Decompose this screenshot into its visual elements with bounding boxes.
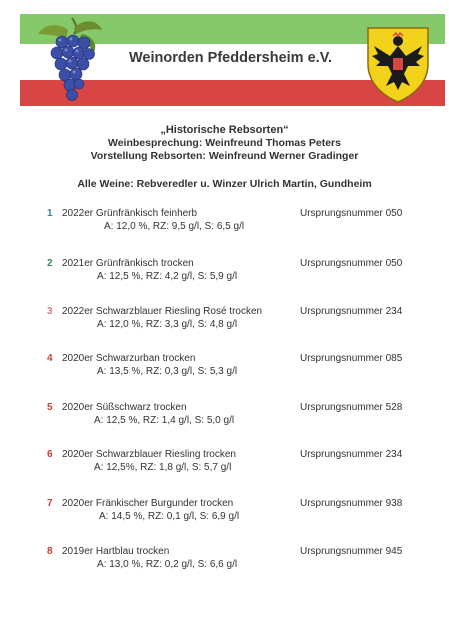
subtitle-winemaker: Alle Weine: Rebveredler u. Winzer Ulrich Martin, Gundheim [77,178,372,190]
wine-name: 2021er Grünfränkisch trocken [62,258,194,269]
list-item [0,546,449,586]
grape-cluster-icon [32,14,106,106]
origin-number: Ursprungsnummer 945 [300,546,403,557]
list-item [0,498,449,538]
wine-name: 2019er Hartblau trocken [62,546,170,557]
subtitle-wine-discussion: Weinbesprechung: Weinfreund Thomas Peters [108,137,341,149]
wine-name: 2020er Schwarzurban trocken [62,353,196,364]
origin-number: Ursprungsnummer 234 [300,449,403,460]
origin-number: Ursprungsnummer 085 [300,353,403,364]
wine-number: 6 [47,449,53,460]
wine-number: 5 [47,402,53,413]
wine-analysis: A: 12,5 %, RZ: 1,4 g/l, S: 5,0 g/l [94,415,235,426]
list-item [0,449,449,489]
list-item [0,402,449,442]
origin-number: Ursprungsnummer 050 [300,208,403,219]
wine-name: 2022er Grünfränkisch feinherb [62,208,198,219]
list-item [0,353,449,393]
wine-number: 2 [47,258,53,269]
list-item [0,208,449,248]
wine-analysis: A: 13,0 %, RZ: 0,2 g/l, S: 6,6 g/l [97,559,238,570]
wine-analysis: A: 13,5 %, RZ: 0,3 g/l, S: 5,3 g/l [97,366,238,377]
wine-analysis: A: 14,5 %, RZ: 0,1 g/l, S: 6,9 g/l [99,511,240,522]
origin-number: Ursprungsnummer 234 [300,306,403,317]
wine-number: 7 [47,498,53,509]
wine-analysis: A: 12,5 %, RZ: 4,2 g/l, S: 5,9 g/l [97,271,238,282]
wine-name: 2020er Schwarzblauer Riesling trocken [62,449,236,460]
wine-name: 2022er Schwarzblauer Riesling Rosé trocken [62,306,263,317]
wine-name: 2020er Süßschwarz trocken [62,402,187,413]
list-item [0,258,449,298]
wine-analysis: A: 12,0 %, RZ: 9,5 g/l, S: 6,5 g/l [104,221,245,232]
wine-number: 4 [47,353,53,364]
origin-number: Ursprungsnummer 938 [300,498,403,509]
subtitle-variety-presentation: Vorstellung Rebsorten: Weinfreund Werner Gradinger [90,150,359,162]
event-title: „Historische Rebsorten“ [160,124,289,136]
coat-of-arms-icon [364,24,432,104]
wine-number: 1 [47,208,53,219]
origin-number: Ursprungsnummer 528 [300,402,403,413]
organization-name: Weinorden Pfeddersheim e.V. [129,50,333,66]
list-item [0,306,449,346]
wine-name: 2020er Fränkischer Burgunder trocken [62,498,234,509]
wine-analysis: A: 12,0 %, RZ: 3,3 g/l, S: 4,8 g/l [97,319,238,330]
origin-number: Ursprungsnummer 050 [300,258,403,269]
wine-number: 8 [47,546,53,557]
wine-number: 3 [47,306,53,317]
wine-analysis: A: 12,5%, RZ: 1,8 g/l, S: 5,7 g/l [94,462,232,473]
